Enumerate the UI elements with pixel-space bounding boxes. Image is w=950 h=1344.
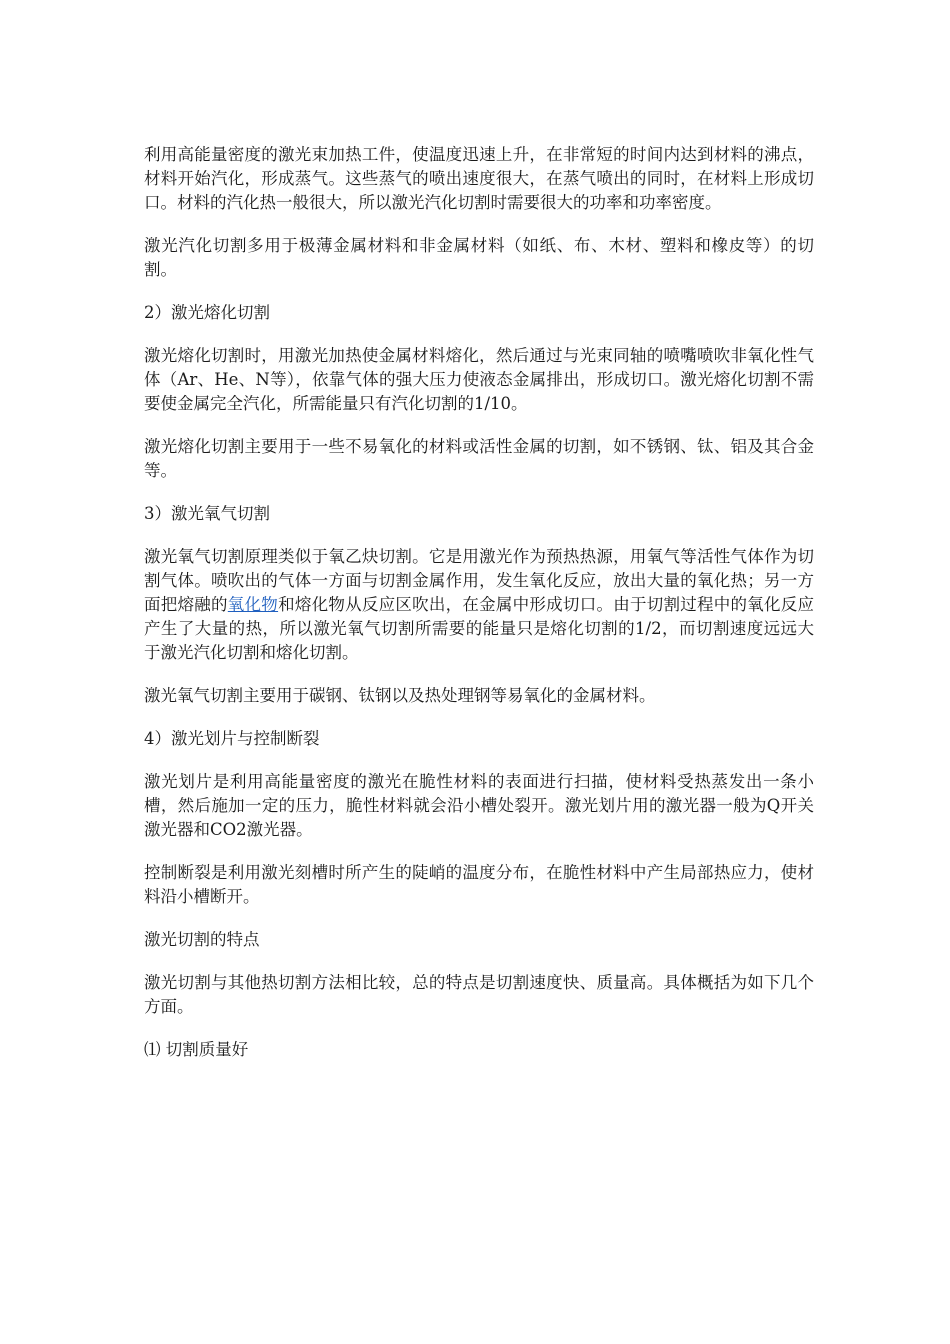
heading-cutting-quality: ⑴ 切割质量好 bbox=[144, 1040, 249, 1059]
oxygen-text-before-link: 激光氧气切割原理类似于氧乙炔切割。它是用激光作为预热热源，用氧气等活性气体作为切割气体。喷吹出的气体一方面与切割金属作用，发生氧化反应，放出大量的氧化热；另一方面把熔融的 bbox=[144, 547, 814, 614]
paragraph-oxygen-uses: 激光氧气切割主要用于碳钢、钛钢以及热处理钢等易氧化的金属材料。 bbox=[144, 686, 656, 705]
paragraph-features-overview: 激光切割与其他热切割方法相比较，总的特点是切割速度快、质量高。具体概括为如下几个方面。 bbox=[144, 973, 814, 1016]
paragraph-vaporization-uses: 激光汽化切割多用于极薄金属材料和非金属材料（如纸、布、木材、塑料和橡皮等）的切割。 bbox=[144, 236, 814, 279]
heading-fusion-cutting: 2）激光熔化切割 bbox=[144, 303, 270, 322]
document-body bbox=[144, 143, 814, 1081]
paragraph-controlled-fracture: 控制断裂是利用激光刻槽时所产生的陡峭的温度分布，在脆性材料中产生局部热应力，使材料沿小槽断开。 bbox=[144, 863, 814, 906]
heading-scribing-fracture: 4）激光划片与控制断裂 bbox=[144, 729, 320, 748]
paragraph-fusion-principle: 激光熔化切割时，用激光加热使金属材料熔化，然后通过与光束同轴的喷嘴喷吹非氧化性气体（Ar、He、N等），依靠气体的强大压力使液态金属排出，形成切口。激光熔化切割不需要使金属完全汽化，所需能量只有汽化切割的1/10。 bbox=[144, 346, 814, 413]
heading-laser-cutting-features: 激光切割的特点 bbox=[144, 930, 260, 949]
paragraph-fusion-uses: 激光熔化切割主要用于一些不易氧化的材料或活性金属的切割，如不锈钢、钛、铝及其合金等。 bbox=[144, 437, 814, 480]
oxygen-text-after-link: 和熔化物从反应区吹出，在金属中形成切口。由于切割过程中的氧化反应产生了大量的热，所以激光氧气切割所需要的能量只是熔化切割的1/2，而切割速度远远大于激光汽化切割和熔化切割。 bbox=[144, 595, 815, 662]
heading-oxygen-cutting: 3）激光氧气切割 bbox=[144, 504, 270, 523]
paragraph-vaporization-principle: 利用高能量密度的激光束加热工件，使温度迅速上升，在非常短的时间内达到材料的沸点，材料开始汽化，形成蒸气。这些蒸气的喷出速度很大，在蒸气喷出的同时，在材料上形成切口。材料的汽化热一般很大，所以激光汽化切割时需要很大的功率和功率密度。 bbox=[144, 145, 814, 212]
oxide-link[interactable]: 氧化物 bbox=[227, 595, 279, 614]
paragraph-oxygen-principle bbox=[144, 545, 814, 665]
paragraph-scribing: 激光划片是利用高能量密度的激光在脆性材料的表面进行扫描，使材料受热蒸发出一条小槽，然后施加一定的压力，脆性材料就会沿小槽处裂开。激光划片用的激光器一般为Q开关激光器和CO2激光器。 bbox=[144, 772, 814, 839]
